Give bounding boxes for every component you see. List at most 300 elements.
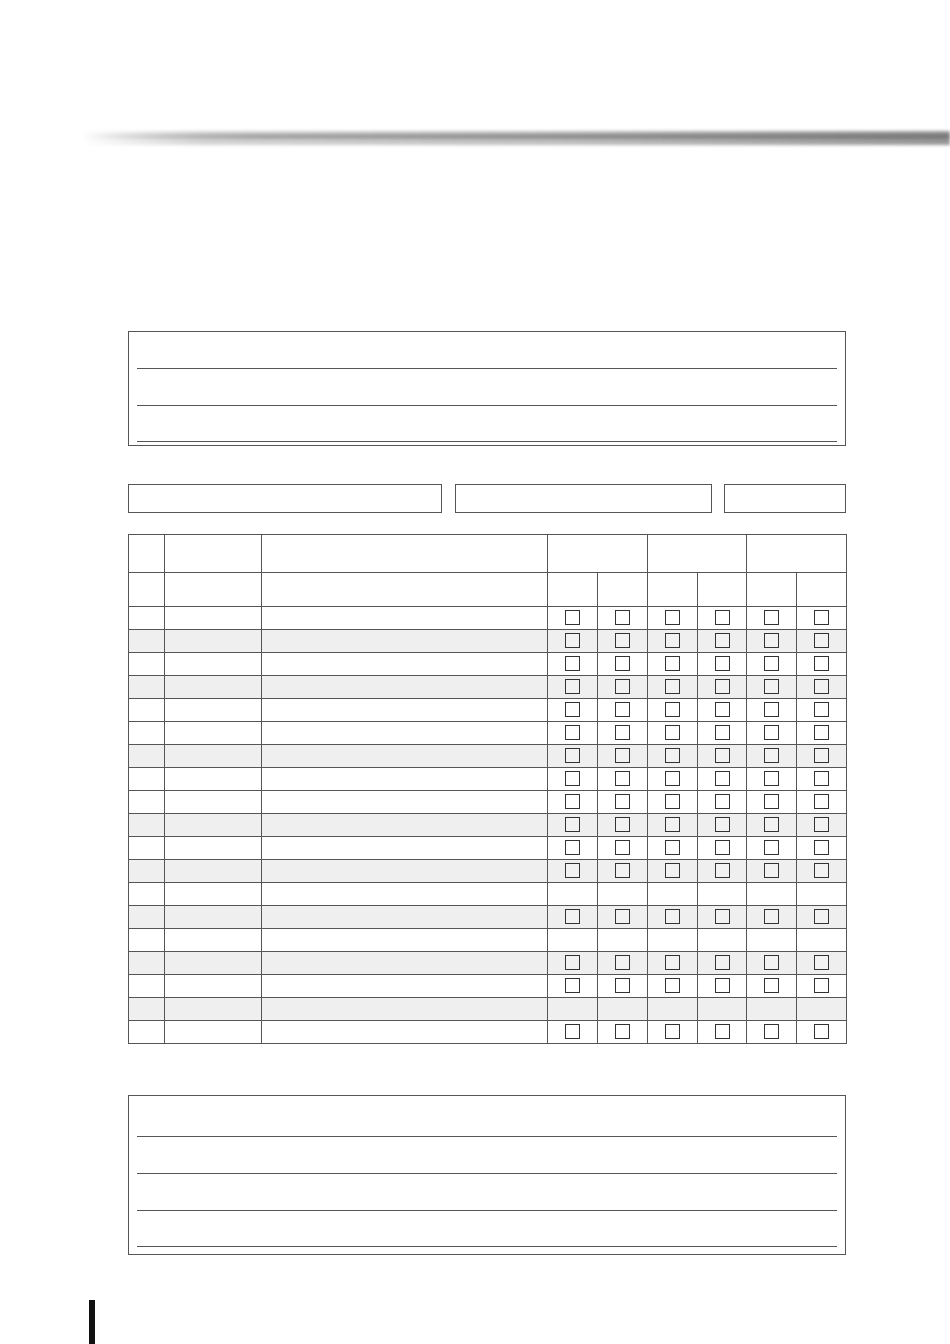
row-index-cell[interactable]	[129, 607, 165, 630]
row-description-cell[interactable]	[262, 699, 548, 722]
check-cell	[598, 929, 648, 952]
writing-line	[137, 1173, 837, 1174]
checkbox[interactable]	[715, 978, 730, 993]
check-cell	[698, 768, 747, 791]
check-cell	[698, 883, 747, 906]
row-index-cell[interactable]	[129, 676, 165, 699]
row-index-cell[interactable]	[129, 745, 165, 768]
subheader-cell	[548, 573, 598, 607]
checkbox[interactable]	[715, 1024, 730, 1039]
checkbox[interactable]	[764, 794, 779, 809]
check-cell	[747, 699, 797, 722]
check-cell	[747, 745, 797, 768]
check-cell	[648, 906, 698, 929]
check-cell	[648, 975, 698, 998]
row-index-cell[interactable]	[129, 952, 165, 975]
row-description-cell[interactable]	[262, 722, 548, 745]
row-description-cell[interactable]	[262, 952, 548, 975]
checkbox[interactable]	[814, 978, 829, 993]
checkbox[interactable]	[665, 840, 680, 855]
checkbox[interactable]	[764, 633, 779, 648]
checkbox[interactable]	[665, 794, 680, 809]
checkbox[interactable]	[665, 656, 680, 671]
row-code-cell[interactable]	[165, 860, 262, 883]
checkbox[interactable]	[665, 863, 680, 878]
checkbox[interactable]	[615, 702, 630, 717]
table-row	[129, 699, 847, 722]
row-code-cell[interactable]	[165, 929, 262, 952]
entry-field-1[interactable]	[128, 484, 442, 513]
checkbox[interactable]	[615, 863, 630, 878]
entry-field-2[interactable]	[455, 484, 712, 513]
check-cell	[648, 1021, 698, 1044]
checkbox[interactable]	[665, 702, 680, 717]
row-description-cell[interactable]	[262, 630, 548, 653]
row-index-cell[interactable]	[129, 975, 165, 998]
check-cell	[797, 1021, 847, 1044]
subheader-cell	[598, 573, 648, 607]
checkbox[interactable]	[615, 748, 630, 763]
checkbox[interactable]	[615, 817, 630, 832]
check-cell	[598, 653, 648, 676]
checkbox[interactable]	[715, 656, 730, 671]
row-description-cell[interactable]	[262, 860, 548, 883]
checkbox[interactable]	[814, 610, 829, 625]
checkbox[interactable]	[565, 633, 580, 648]
checkbox[interactable]	[565, 863, 580, 878]
row-index-cell[interactable]	[129, 653, 165, 676]
checkbox[interactable]	[665, 817, 680, 832]
checkbox[interactable]	[764, 955, 779, 970]
checkbox[interactable]	[665, 610, 680, 625]
checkbox[interactable]	[665, 909, 680, 924]
check-cell	[747, 952, 797, 975]
table-row	[129, 860, 847, 883]
notes-box-top[interactable]	[128, 331, 846, 446]
subheader-cell	[262, 573, 548, 607]
row-index-cell[interactable]	[129, 906, 165, 929]
check-cell	[698, 791, 747, 814]
row-index-cell[interactable]	[129, 1021, 165, 1044]
checkbox[interactable]	[715, 909, 730, 924]
table-row	[129, 883, 847, 906]
checkbox[interactable]	[565, 610, 580, 625]
checkbox[interactable]	[715, 840, 730, 855]
header-cell-description	[262, 535, 548, 573]
checkbox[interactable]	[565, 955, 580, 970]
checkbox[interactable]	[665, 748, 680, 763]
checkbox[interactable]	[764, 679, 779, 694]
row-code-cell[interactable]	[165, 630, 262, 653]
check-cell	[797, 975, 847, 998]
check-cell	[648, 837, 698, 860]
checkbox[interactable]	[764, 656, 779, 671]
row-description-cell[interactable]	[262, 998, 548, 1021]
writing-line	[137, 441, 837, 442]
check-cell	[548, 837, 598, 860]
checkbox[interactable]	[764, 725, 779, 740]
row-code-cell[interactable]	[165, 952, 262, 975]
check-cell	[648, 791, 698, 814]
checkbox[interactable]	[565, 978, 580, 993]
check-cell	[648, 768, 698, 791]
check-cell	[797, 906, 847, 929]
row-description-cell[interactable]	[262, 814, 548, 837]
check-cell	[648, 630, 698, 653]
check-cell	[747, 722, 797, 745]
check-cell	[698, 929, 747, 952]
check-cell	[598, 768, 648, 791]
checkbox[interactable]	[814, 955, 829, 970]
row-index-cell[interactable]	[129, 883, 165, 906]
checkbox[interactable]	[814, 771, 829, 786]
checkbox[interactable]	[715, 702, 730, 717]
check-cell	[548, 929, 598, 952]
checkbox[interactable]	[764, 909, 779, 924]
checkbox[interactable]	[615, 955, 630, 970]
table-row	[129, 1021, 847, 1044]
row-code-cell[interactable]	[165, 975, 262, 998]
checkbox[interactable]	[764, 702, 779, 717]
header-rule	[82, 131, 950, 145]
checkbox[interactable]	[814, 725, 829, 740]
check-cell	[598, 1021, 648, 1044]
row-index-cell[interactable]	[129, 630, 165, 653]
checkbox[interactable]	[814, 679, 829, 694]
row-description-cell[interactable]	[262, 745, 548, 768]
check-cell	[698, 745, 747, 768]
writing-line	[137, 405, 837, 406]
checkbox[interactable]	[814, 817, 829, 832]
check-cell	[598, 952, 648, 975]
check-cell	[648, 653, 698, 676]
header-group-1	[548, 535, 648, 573]
row-code-cell[interactable]	[165, 607, 262, 630]
check-cell	[598, 883, 648, 906]
checkbox[interactable]	[715, 610, 730, 625]
row-code-cell[interactable]	[165, 653, 262, 676]
writing-line	[137, 1210, 837, 1211]
writing-line	[137, 368, 837, 369]
check-cell	[797, 998, 847, 1021]
check-cell	[698, 837, 747, 860]
check-cell	[797, 768, 847, 791]
check-cell	[797, 883, 847, 906]
checkbox[interactable]	[814, 794, 829, 809]
check-cell	[598, 837, 648, 860]
row-description-cell[interactable]	[262, 791, 548, 814]
check-cell	[797, 607, 847, 630]
check-cell	[797, 653, 847, 676]
check-cell	[698, 814, 747, 837]
check-cell	[698, 975, 747, 998]
checkbox[interactable]	[565, 909, 580, 924]
subheader-cell	[698, 573, 747, 607]
row-description-cell[interactable]	[262, 1021, 548, 1044]
checkbox[interactable]	[814, 863, 829, 878]
check-cell	[598, 722, 648, 745]
check-cell	[598, 906, 648, 929]
subheader-cell	[165, 573, 262, 607]
check-cell	[548, 653, 598, 676]
check-cell	[648, 883, 698, 906]
checkbox[interactable]	[814, 633, 829, 648]
check-cell	[698, 1021, 747, 1044]
table-header-row	[129, 535, 847, 573]
row-code-cell[interactable]	[165, 676, 262, 699]
row-code-cell[interactable]	[165, 998, 262, 1021]
row-index-cell[interactable]	[129, 722, 165, 745]
notes-box-bottom[interactable]	[128, 1095, 846, 1255]
table-row	[129, 676, 847, 699]
check-cell	[548, 860, 598, 883]
row-code-cell[interactable]	[165, 768, 262, 791]
table-row	[129, 630, 847, 653]
check-cell	[797, 745, 847, 768]
checkbox[interactable]	[565, 748, 580, 763]
check-cell	[747, 676, 797, 699]
row-index-cell[interactable]	[129, 998, 165, 1021]
checkbox[interactable]	[665, 725, 680, 740]
checkbox[interactable]	[715, 679, 730, 694]
header-group-3	[747, 535, 847, 573]
checkbox[interactable]	[665, 955, 680, 970]
table-row	[129, 929, 847, 952]
checkbox[interactable]	[715, 863, 730, 878]
check-cell	[548, 768, 598, 791]
table-row	[129, 791, 847, 814]
checkbox[interactable]	[715, 955, 730, 970]
check-cell	[747, 975, 797, 998]
check-cell	[698, 676, 747, 699]
check-cell	[747, 1021, 797, 1044]
check-cell	[598, 791, 648, 814]
check-cell	[598, 860, 648, 883]
check-cell	[548, 607, 598, 630]
checkbox[interactable]	[764, 1024, 779, 1039]
checkbox[interactable]	[615, 725, 630, 740]
row-code-cell[interactable]	[165, 837, 262, 860]
row-description-cell[interactable]	[262, 653, 548, 676]
row-code-cell[interactable]	[165, 1021, 262, 1044]
row-index-cell[interactable]	[129, 791, 165, 814]
table-subheader-row	[129, 573, 847, 607]
checkbox[interactable]	[565, 771, 580, 786]
row-description-cell[interactable]	[262, 676, 548, 699]
check-cell	[698, 722, 747, 745]
checkbox[interactable]	[814, 909, 829, 924]
checkbox[interactable]	[715, 817, 730, 832]
row-index-cell[interactable]	[129, 699, 165, 722]
checkbox[interactable]	[764, 863, 779, 878]
check-cell	[797, 929, 847, 952]
checkbox[interactable]	[615, 610, 630, 625]
checkbox[interactable]	[615, 794, 630, 809]
check-cell	[548, 906, 598, 929]
check-cell	[598, 975, 648, 998]
check-cell	[797, 837, 847, 860]
check-cell	[747, 860, 797, 883]
table-row	[129, 998, 847, 1021]
checkbox[interactable]	[715, 633, 730, 648]
checkbox[interactable]	[764, 840, 779, 855]
row-code-cell[interactable]	[165, 906, 262, 929]
check-cell	[698, 653, 747, 676]
check-cell	[747, 607, 797, 630]
table-row	[129, 975, 847, 998]
checkbox[interactable]	[715, 794, 730, 809]
row-index-cell[interactable]	[129, 814, 165, 837]
check-cell	[548, 791, 598, 814]
check-cell	[797, 952, 847, 975]
check-cell	[548, 952, 598, 975]
page-edge-bar	[89, 1300, 95, 1344]
table-row	[129, 906, 847, 929]
check-cell	[648, 722, 698, 745]
table-row	[129, 607, 847, 630]
row-code-cell[interactable]	[165, 699, 262, 722]
row-description-cell[interactable]	[262, 929, 548, 952]
check-cell	[548, 745, 598, 768]
check-cell	[698, 952, 747, 975]
checkbox[interactable]	[665, 1024, 680, 1039]
subheader-cell	[747, 573, 797, 607]
check-cell	[598, 745, 648, 768]
checkbox[interactable]	[715, 771, 730, 786]
row-description-cell[interactable]	[262, 906, 548, 929]
checkbox[interactable]	[665, 771, 680, 786]
check-cell	[698, 998, 747, 1021]
checkbox[interactable]	[764, 817, 779, 832]
row-index-cell[interactable]	[129, 860, 165, 883]
check-cell	[648, 929, 698, 952]
checkbox[interactable]	[615, 978, 630, 993]
check-cell	[548, 814, 598, 837]
checkbox[interactable]	[814, 840, 829, 855]
row-description-cell[interactable]	[262, 883, 548, 906]
check-cell	[548, 676, 598, 699]
checkbox[interactable]	[715, 725, 730, 740]
check-cell	[648, 952, 698, 975]
check-cell	[548, 975, 598, 998]
check-cell	[598, 676, 648, 699]
check-cell	[598, 814, 648, 837]
checkbox[interactable]	[665, 978, 680, 993]
checkbox[interactable]	[615, 633, 630, 648]
check-cell	[797, 722, 847, 745]
checklist-table	[128, 534, 847, 1044]
table-row	[129, 814, 847, 837]
checkbox[interactable]	[764, 771, 779, 786]
checkbox[interactable]	[565, 817, 580, 832]
check-cell	[747, 929, 797, 952]
checkbox[interactable]	[615, 656, 630, 671]
header-cell-index	[129, 535, 165, 573]
checkbox[interactable]	[565, 725, 580, 740]
table-row	[129, 653, 847, 676]
checkbox[interactable]	[665, 633, 680, 648]
check-cell	[747, 883, 797, 906]
header-cell-code	[165, 535, 262, 573]
row-code-cell[interactable]	[165, 883, 262, 906]
row-index-cell[interactable]	[129, 837, 165, 860]
subheader-cell	[129, 573, 165, 607]
table-row	[129, 745, 847, 768]
checkbox[interactable]	[615, 771, 630, 786]
check-cell	[548, 998, 598, 1021]
check-cell	[747, 768, 797, 791]
checkbox[interactable]	[764, 610, 779, 625]
row-description-cell[interactable]	[262, 607, 548, 630]
checkbox[interactable]	[764, 978, 779, 993]
check-cell	[797, 676, 847, 699]
check-cell	[648, 745, 698, 768]
checkbox[interactable]	[565, 679, 580, 694]
check-cell	[548, 699, 598, 722]
checkbox[interactable]	[565, 702, 580, 717]
check-cell	[598, 630, 648, 653]
check-cell	[548, 883, 598, 906]
checkbox[interactable]	[814, 702, 829, 717]
table-row	[129, 952, 847, 975]
row-description-cell[interactable]	[262, 837, 548, 860]
checkbox[interactable]	[814, 656, 829, 671]
row-code-cell[interactable]	[165, 745, 262, 768]
check-cell	[797, 699, 847, 722]
checkbox[interactable]	[565, 1024, 580, 1039]
row-code-cell[interactable]	[165, 814, 262, 837]
check-cell	[648, 860, 698, 883]
check-cell	[648, 699, 698, 722]
check-cell	[747, 653, 797, 676]
check-cell	[747, 998, 797, 1021]
check-cell	[797, 630, 847, 653]
checkbox[interactable]	[565, 656, 580, 671]
check-cell	[747, 630, 797, 653]
check-cell	[648, 676, 698, 699]
checkbox[interactable]	[764, 748, 779, 763]
row-index-cell[interactable]	[129, 768, 165, 791]
checkbox[interactable]	[665, 679, 680, 694]
row-code-cell[interactable]	[165, 791, 262, 814]
checkbox[interactable]	[615, 1024, 630, 1039]
checkbox[interactable]	[715, 748, 730, 763]
check-cell	[598, 998, 648, 1021]
check-cell	[698, 699, 747, 722]
checkbox[interactable]	[814, 748, 829, 763]
row-index-cell[interactable]	[129, 929, 165, 952]
row-description-cell[interactable]	[262, 768, 548, 791]
checkbox[interactable]	[814, 1024, 829, 1039]
table-row	[129, 722, 847, 745]
checkbox[interactable]	[565, 840, 580, 855]
table-row	[129, 837, 847, 860]
row-code-cell[interactable]	[165, 722, 262, 745]
checkbox[interactable]	[615, 909, 630, 924]
subheader-cell	[648, 573, 698, 607]
checkbox[interactable]	[565, 794, 580, 809]
check-cell	[698, 906, 747, 929]
entry-field-3[interactable]	[724, 484, 846, 513]
check-cell	[648, 998, 698, 1021]
check-cell	[797, 814, 847, 837]
checkbox[interactable]	[615, 679, 630, 694]
row-description-cell[interactable]	[262, 975, 548, 998]
checkbox[interactable]	[615, 840, 630, 855]
check-cell	[698, 630, 747, 653]
check-cell	[797, 860, 847, 883]
check-cell	[747, 906, 797, 929]
